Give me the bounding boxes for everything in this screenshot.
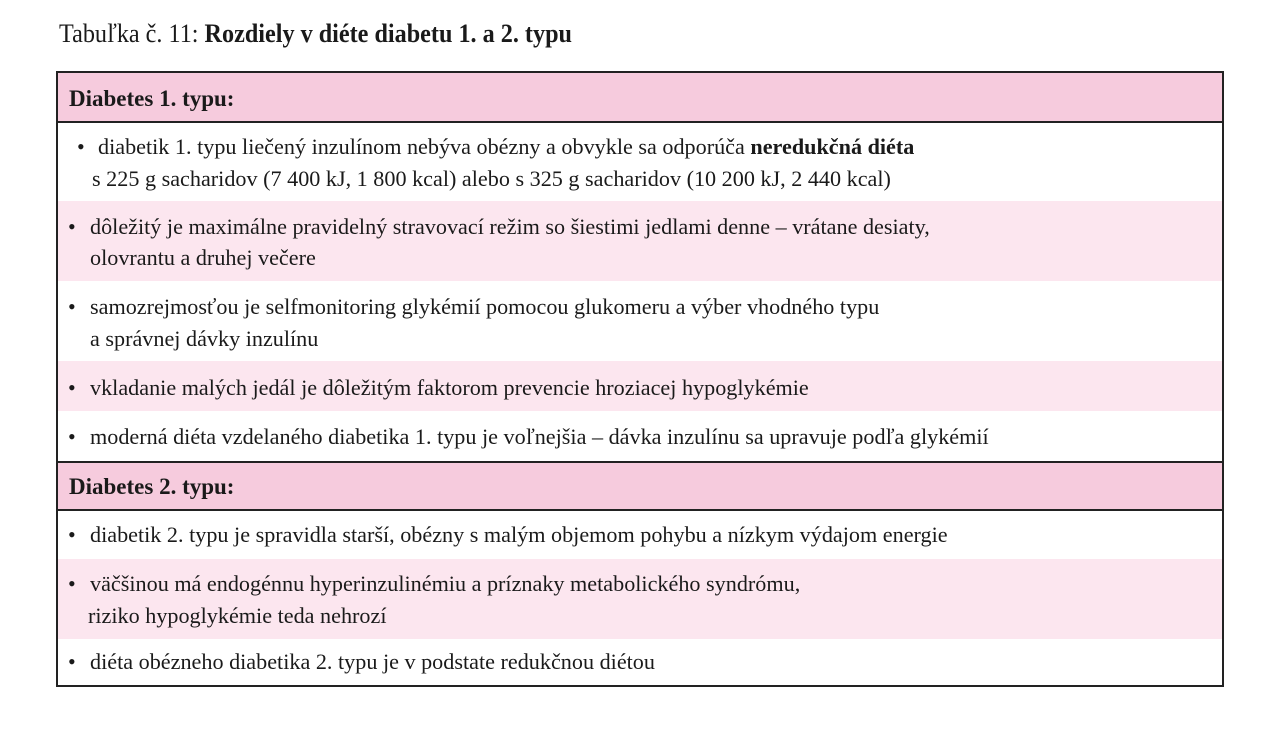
table-row [58,639,1222,685]
table-row [58,411,1222,461]
table-row [58,201,1222,281]
row-text-line1: väčšinou má endogénnu hyperinzulinémiu a príznaky metabolického syndrómu, [90,571,801,596]
bullet: • [68,294,76,319]
table-row [58,559,1222,639]
bullet: • [77,134,85,159]
bullet: • [68,522,76,547]
table-row [58,123,1222,201]
section-header-type1 [58,73,1222,123]
row-text-line1: diabetik 2. typu je spravidla starší, obézny s malým objemom pohybu a nízkym výdajom energie [90,522,948,547]
section-header-type1-label: Diabetes 1. typu: [69,86,235,111]
section-header-type2 [58,461,1222,511]
bullet: • [68,375,76,400]
row-text-line1: moderná diéta vzdelaného diabetika 1. typu je voľnejšia – dávka inzulínu sa upravuje podľa glykémií [90,424,989,449]
bullet: • [68,424,76,449]
bullet: • [68,214,76,239]
bullet: • [68,649,76,674]
row-text-line2: a správnej dávky inzulínu [90,326,319,351]
section-header-type2-label: Diabetes 2. typu: [69,474,235,499]
row-text-line2: s 225 g sacharidov (7 400 kJ, 1 800 kcal) alebo s 325 g sacharidov (10 200 kJ, 2 440 kcal) [92,166,891,191]
row-text-line1 [98,131,914,163]
row-text-bold: neredukčná diéta [750,134,915,159]
row-text-line1: vkladanie malých jedál je dôležitým faktorom prevencie hroziacej hypoglykémie [90,375,809,400]
table-row [58,281,1222,361]
caption-prefix: Tabuľka č. 11: [59,19,199,48]
table-caption [59,15,572,53]
diet-differences-table [56,71,1224,687]
table-row [58,511,1222,559]
row-text: diabetik 1. typu liečený inzulínom nebýva obézny a obvykle sa odporúča [98,134,745,159]
table-row [58,361,1222,411]
row-text-line2: olovrantu a druhej večere [90,245,316,270]
caption-title: Rozdiely v diéte diabetu 1. a 2. typu [204,19,572,48]
row-text-line2: riziko hypoglykémie teda nehrozí [88,603,387,628]
row-text-line1: diéta obézneho diabetika 2. typu je v podstate redukčnou diétou [90,649,655,674]
bullet: • [68,571,76,596]
row-text-line1: dôležitý je maximálne pravidelný stravovací režim so šiestimi jedlami denne – vrátane desiaty, [90,214,930,239]
row-text-line1: samozrejmosťou je selfmonitoring glykémií pomocou glukomeru a výber vhodného typu [90,294,880,319]
